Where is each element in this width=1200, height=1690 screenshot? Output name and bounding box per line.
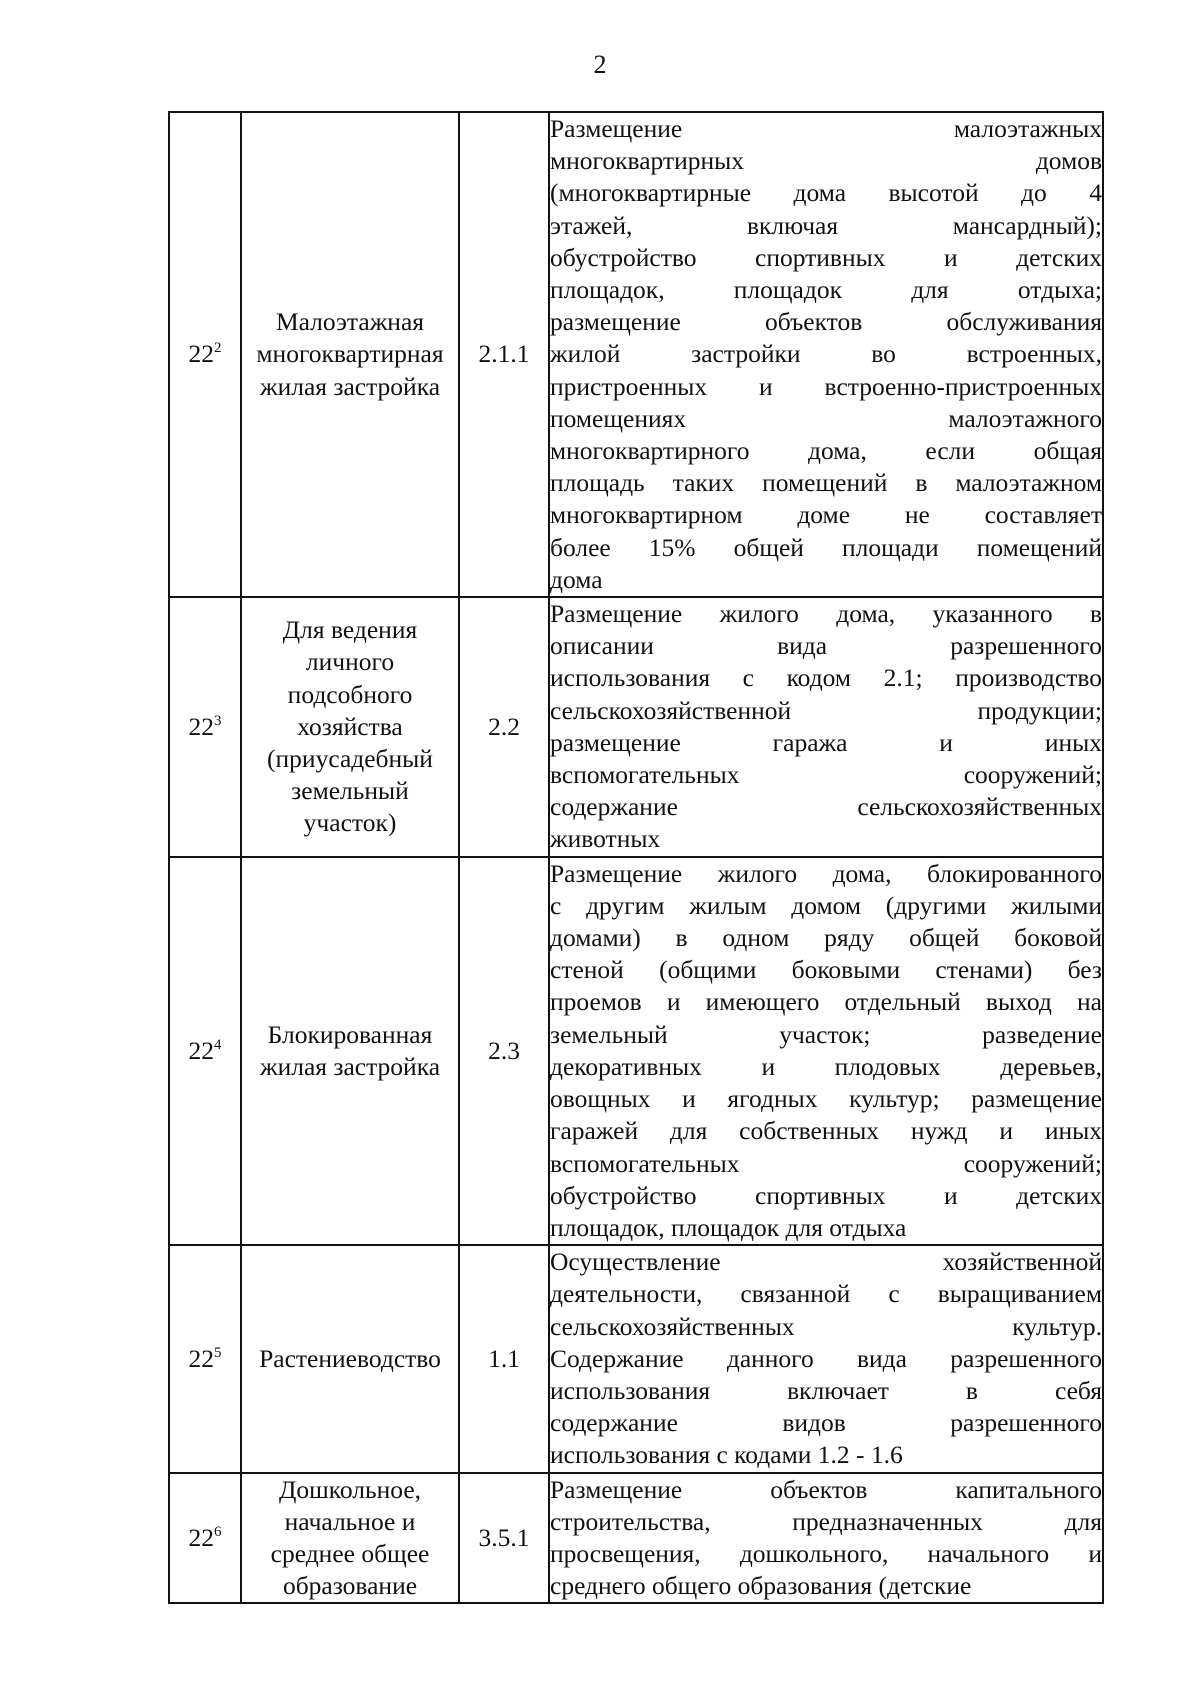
description-line: деятельности, связанной с выращиванием — [550, 1279, 1102, 1309]
description-line: Размещение объектов капитального — [550, 1474, 1102, 1504]
description-line: использования с кодом 2.1; производство — [550, 663, 1102, 693]
description-line: жилой застройки во встроенных, — [550, 339, 1102, 369]
use-type-name: Растениеводство — [241, 1245, 459, 1472]
table-body — [169, 112, 1103, 1603]
description-line: животных — [550, 824, 661, 854]
description-line: размещение гаража и иных — [550, 727, 1102, 757]
row-number-base: 22 — [188, 1035, 214, 1065]
description-line: вспомогательных сооружений; — [550, 1148, 1102, 1178]
description-line: гаражей для собственных нужд и иных — [550, 1116, 1102, 1146]
use-type-name: Малоэтажная многоквартирная жилая застройка — [241, 112, 459, 597]
description-line: декоративных и плодовых деревьев, — [550, 1051, 1102, 1081]
description-line: описании вида разрешенного — [550, 631, 1102, 661]
row-number — [169, 857, 241, 1245]
row-number-superscript: 3 — [214, 712, 222, 729]
use-type-code: 2.1.1 — [459, 112, 549, 597]
description-line: дома — [550, 564, 603, 594]
use-type-description — [549, 1473, 1103, 1604]
description-line: более 15% общей площади помещений — [550, 532, 1102, 562]
row-number-superscript: 4 — [214, 1036, 222, 1053]
description-line: Размещение жилого дома, указанного в — [550, 599, 1102, 629]
description-line: использования с кодами 1.2 - 1.6 — [550, 1440, 903, 1470]
use-type-code: 1.1 — [459, 1245, 549, 1472]
description-line: пристроенных и встроенно-пристроенных — [550, 371, 1102, 401]
use-type-description — [549, 857, 1103, 1245]
description-line: Размещение жилого дома, блокированного — [550, 858, 1102, 888]
row-number-base: 22 — [188, 1343, 214, 1373]
description-line: (многоквартирные дома высотой до 4 — [550, 178, 1102, 208]
description-line: овощных и ягодных культур; размещение — [550, 1084, 1102, 1114]
use-type-code: 2.2 — [459, 597, 549, 857]
use-type-code: 2.3 — [459, 857, 549, 1245]
description-line: проемов и имеющего отдельный выход на — [550, 987, 1102, 1017]
description-line: сельскохозяйственных культур. — [550, 1311, 1102, 1341]
use-type-name: Для ведения личного подсобного хозяйства (приусадебный земельный участок) — [241, 597, 459, 857]
table-row — [169, 597, 1103, 857]
use-type-description — [549, 112, 1103, 597]
description-line: вспомогательных сооружений; — [550, 760, 1102, 790]
description-line: Осуществление хозяйственной — [550, 1247, 1102, 1277]
row-number — [169, 597, 241, 857]
row-number-base: 22 — [188, 711, 214, 741]
row-number — [169, 112, 241, 597]
table-row — [169, 1245, 1103, 1472]
description-line: площадь таких помещений в малоэтажном — [550, 468, 1102, 498]
description-line: этажей, включая мансардный); — [550, 210, 1102, 240]
description-line: обустройство спортивных и детских — [550, 242, 1102, 272]
description-line: земельный участок; разведение — [550, 1019, 1102, 1049]
table-row — [169, 857, 1103, 1245]
description-line: содержание сельскохозяйственных — [550, 792, 1102, 822]
description-line: многоквартирном доме не составляет — [550, 500, 1102, 530]
use-type-code: 3.5.1 — [459, 1473, 549, 1604]
description-line: с другим жилым домом (другими жилыми — [550, 890, 1102, 920]
description-line: многоквартирных домов — [550, 146, 1102, 176]
row-number-superscript: 6 — [214, 1523, 222, 1540]
table-row — [169, 1473, 1103, 1604]
description-line: площадок, площадок для отдыха — [550, 1212, 907, 1242]
description-line: многоквартирного дома, если общая — [550, 436, 1102, 466]
description-line: содержание видов разрешенного — [550, 1408, 1102, 1438]
description-line: площадок, площадок для отдыха; — [550, 275, 1102, 305]
use-type-description — [549, 597, 1103, 857]
use-type-description — [549, 1245, 1103, 1472]
description-line: размещение объектов обслуживания — [550, 307, 1102, 337]
use-type-name: Дошкольное, начальное и среднее общее образование — [241, 1473, 459, 1604]
description-line: стеной (общими боковыми стенами) без — [550, 955, 1102, 985]
description-line: Содержание данного вида разрешенного — [550, 1343, 1102, 1373]
land-use-table — [168, 111, 1104, 1604]
table-row — [169, 112, 1103, 597]
description-line: Размещение малоэтажных — [550, 114, 1102, 143]
use-type-name: Блокированная жилая застройка — [241, 857, 459, 1245]
page-number: 2 — [593, 50, 607, 79]
description-line: использования включает в себя — [550, 1375, 1102, 1405]
description-line: обустройство спортивных и детских — [550, 1180, 1102, 1210]
row-number-superscript: 5 — [214, 1344, 222, 1361]
row-number-superscript: 2 — [214, 340, 222, 357]
description-line: сельскохозяйственной продукции; — [550, 695, 1102, 725]
row-number-base: 22 — [188, 339, 214, 369]
description-line: среднего общего образования (детские — [550, 1571, 972, 1601]
description-line: строительства, предназначенных для — [550, 1506, 1102, 1536]
row-number — [169, 1245, 241, 1472]
description-line: просвещения, дошкольного, начального и — [550, 1538, 1102, 1568]
description-line: домами) в одном ряду общей боковой — [550, 923, 1102, 953]
row-number-base: 22 — [188, 1522, 214, 1552]
description-line: помещениях малоэтажного — [550, 403, 1102, 433]
row-number — [169, 1473, 241, 1604]
